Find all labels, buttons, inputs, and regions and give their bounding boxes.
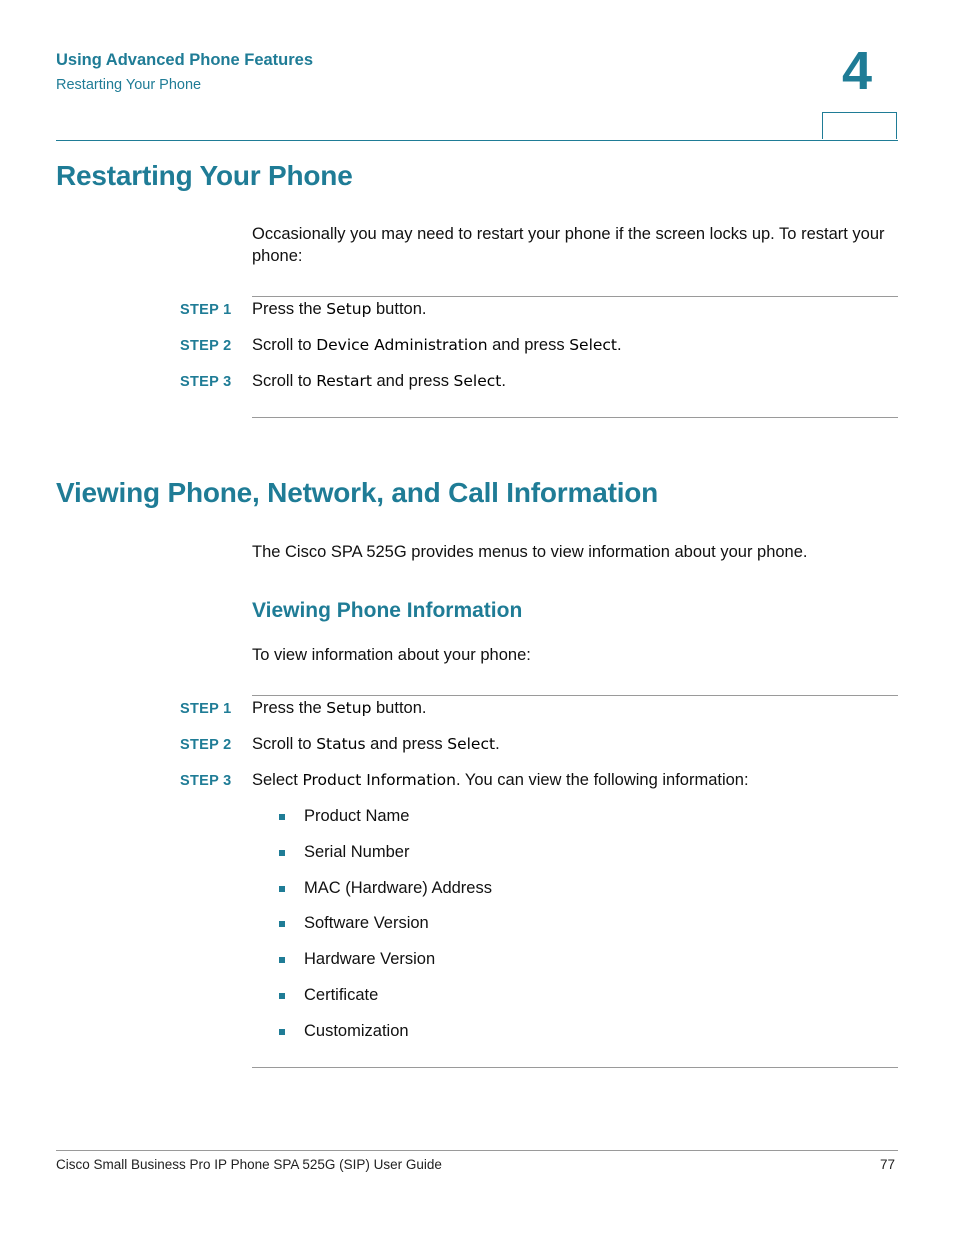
ui-term: Status — [316, 735, 366, 753]
step-label: STEP 3 — [180, 374, 232, 390]
square-bullet-icon — [279, 1029, 285, 1035]
chapter-number: 4 — [842, 41, 873, 101]
step-text-part: Press the — [252, 699, 327, 717]
step-text-part: and press — [487, 336, 570, 354]
square-bullet-icon — [279, 993, 285, 999]
step-text-part: Scroll to — [252, 336, 317, 354]
step-text-part: Select — [252, 771, 303, 789]
ui-term: Restart — [316, 372, 372, 390]
list-item-text: Customization — [304, 1021, 409, 1040]
step-text-part: button. — [371, 300, 427, 318]
step-text-part: . — [617, 336, 622, 354]
step-label: STEP 1 — [180, 701, 232, 717]
list-item — [0, 1022, 900, 1044]
square-bullet-icon — [279, 814, 285, 820]
step-row — [0, 300, 900, 322]
section-intro-viewing: The Cisco SPA 525G provides menus to view information about your phone. — [252, 543, 808, 561]
step-label: STEP 1 — [180, 302, 232, 318]
list-item — [0, 986, 900, 1008]
step-text-part: and press — [371, 372, 454, 390]
list-item-text: Serial Number — [304, 842, 410, 861]
ui-term: Setup — [326, 300, 372, 318]
step-text-part: Scroll to — [252, 735, 317, 753]
steps-bottom-rule — [252, 1067, 898, 1068]
step-row — [0, 735, 900, 757]
step-text — [252, 735, 500, 754]
step-row — [0, 771, 900, 793]
step-text-part: and press — [365, 735, 448, 753]
step-text-part: . You can view the following information: — [455, 771, 749, 789]
step-text — [252, 300, 426, 319]
step-label: STEP 2 — [180, 338, 232, 354]
step-row — [0, 336, 900, 358]
ui-term: Product Information — [302, 771, 456, 789]
steps-bottom-rule — [252, 417, 898, 418]
step-text-part: . — [501, 372, 506, 390]
list-item-text: MAC (Hardware) Address — [304, 878, 492, 897]
section-intro-restarting: Occasionally you may need to restart your phone if the screen locks up. To restart your phone: — [252, 225, 885, 265]
ui-term: Select — [569, 336, 618, 354]
footer-page-number: 77 — [880, 1157, 896, 1172]
steps-top-rule — [252, 296, 898, 297]
step-text-part: button. — [371, 699, 427, 717]
section-title-viewing: Viewing Phone, Network, and Call Information — [56, 477, 659, 508]
list-item — [0, 807, 900, 829]
step-text-part: Scroll to — [252, 372, 317, 390]
ui-term: Select — [447, 735, 496, 753]
square-bullet-icon — [279, 886, 285, 892]
list-item-text: Product Name — [304, 807, 410, 825]
chapter-tab-box — [822, 112, 897, 139]
step-text — [252, 336, 622, 355]
square-bullet-icon — [279, 921, 285, 927]
step-row — [0, 699, 900, 721]
section-title-restarting: Restarting Your Phone — [56, 160, 353, 191]
step-text-part: . — [495, 735, 500, 753]
steps-top-rule — [252, 695, 898, 696]
list-item — [0, 950, 900, 972]
footer-guide-title: Cisco Small Business Pro IP Phone SPA 525G (SIP) User Guide — [56, 1157, 442, 1172]
list-item-text: Hardware Version — [304, 950, 436, 969]
square-bullet-icon — [279, 850, 285, 856]
list-item-text: Certificate — [304, 986, 379, 1004]
ui-term: Select — [453, 372, 502, 390]
subsection-title: Viewing Phone Information — [252, 599, 523, 622]
chapter-section-name: Restarting Your Phone — [56, 77, 202, 93]
step-text — [252, 699, 426, 718]
list-item-text: Software Version — [304, 914, 429, 933]
list-item — [0, 879, 900, 901]
step-label: STEP 2 — [180, 737, 232, 753]
step-row — [0, 372, 900, 394]
step-text — [252, 771, 749, 790]
step-label: STEP 3 — [180, 773, 232, 789]
step-text — [252, 372, 506, 391]
subsection-intro: To view information about your phone: — [252, 646, 531, 664]
list-item — [0, 843, 900, 865]
header-divider — [56, 140, 898, 141]
chapter-title: Using Advanced Phone Features — [56, 51, 314, 69]
square-bullet-icon — [279, 957, 285, 963]
ui-term: Setup — [326, 699, 372, 717]
ui-term: Device Administration — [316, 336, 488, 354]
step-text-part: Press the — [252, 300, 327, 318]
footer-divider — [56, 1150, 898, 1151]
list-item — [0, 914, 900, 936]
